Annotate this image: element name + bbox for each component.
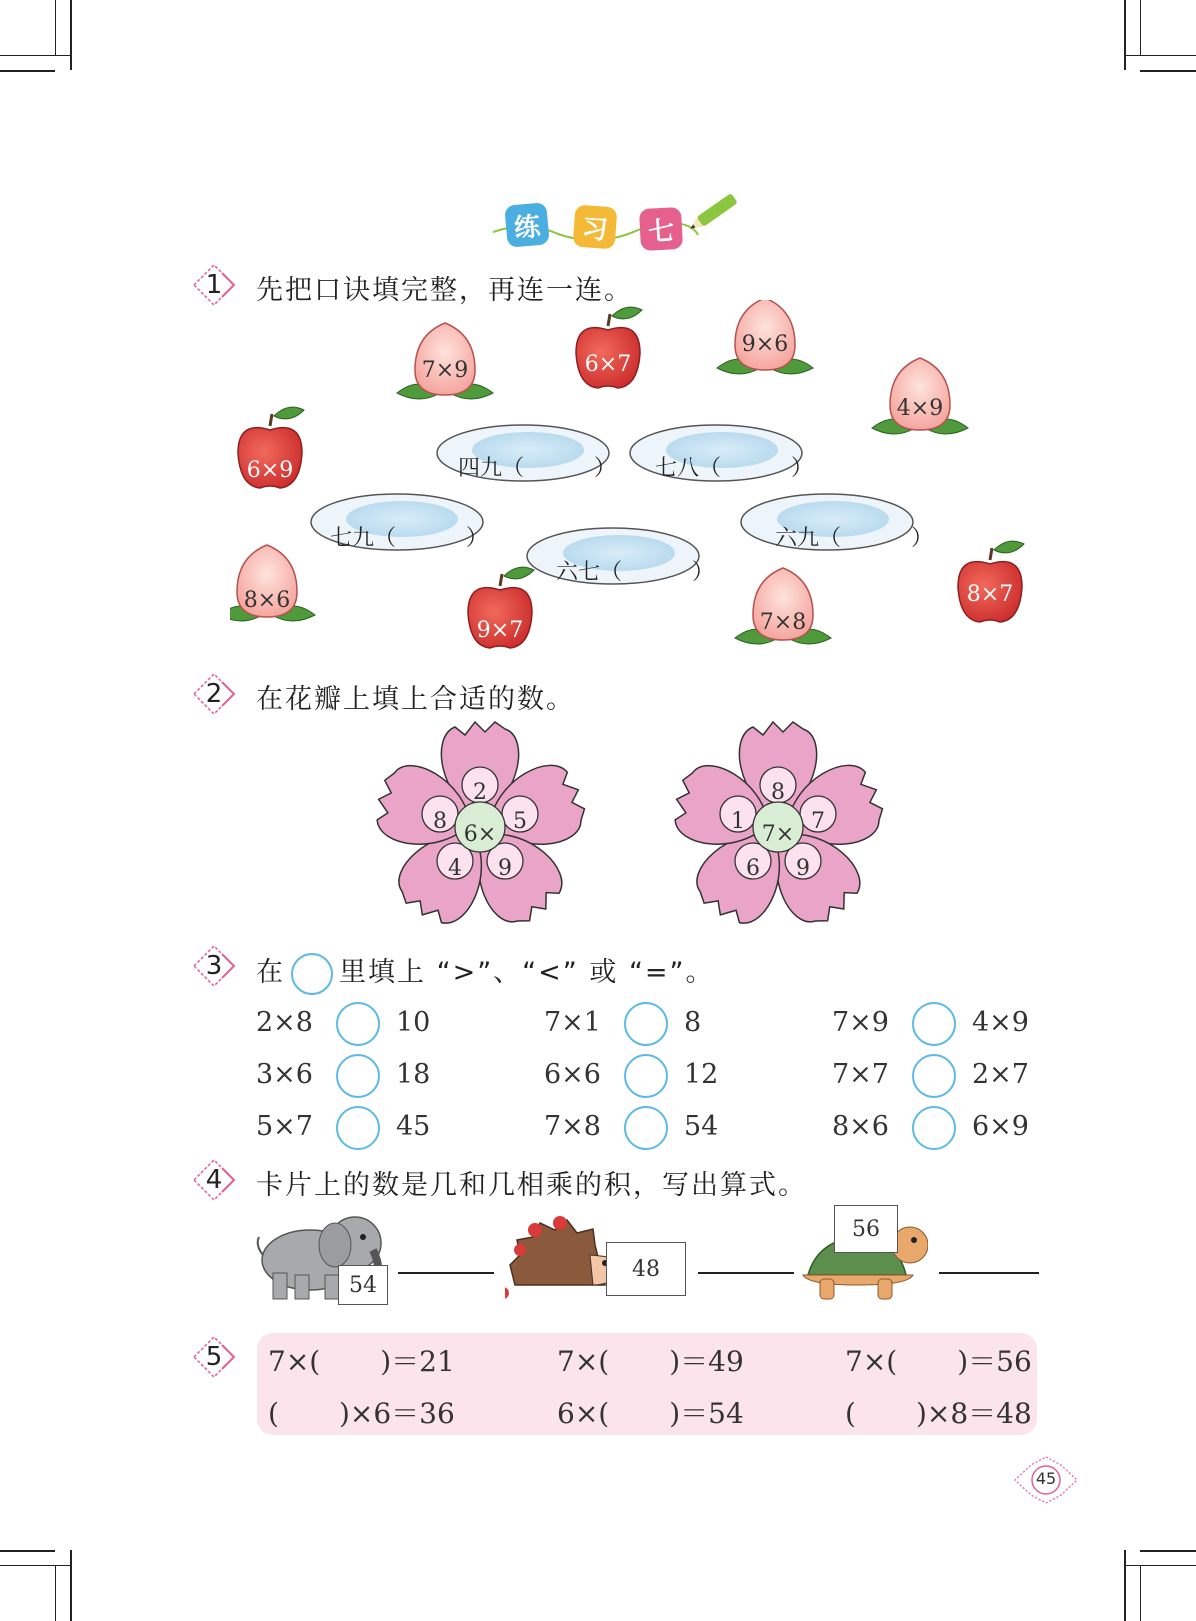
crop-mark-tl-v2 <box>55 0 56 55</box>
q2-instruction: 在花瓣上填上合适的数。 <box>256 684 575 715</box>
question-number-2: 2 <box>192 672 236 716</box>
answer-line[interactable] <box>398 1272 494 1274</box>
crop-mark-tr-h <box>1140 70 1196 72</box>
compare-left: 6×6 <box>544 1059 601 1090</box>
fruit-label: 7×8 <box>759 610 807 635</box>
compare-right: 54 <box>684 1111 719 1142</box>
exercise-title <box>488 190 748 260</box>
compare-left: 7×9 <box>832 1007 889 1038</box>
fruit-label: 4×9 <box>896 396 944 421</box>
page-number: 45 <box>1035 1469 1057 1488</box>
answer-line[interactable] <box>698 1272 794 1274</box>
crop-mark-br-v <box>1124 1550 1126 1621</box>
crop-mark-bl-h <box>0 1550 55 1552</box>
title-char-1: 练 <box>504 202 550 248</box>
crop-mark-tl-h2 <box>0 55 70 56</box>
crop-mark-bl-v2 <box>55 1565 56 1621</box>
fill-equation: 7×( )＝49 <box>557 1345 744 1378</box>
crop-mark-br-h2 <box>1124 1565 1196 1566</box>
compare-answer-circle[interactable] <box>912 1054 956 1098</box>
crop-mark-bl-h2 <box>0 1565 70 1566</box>
compare-right: 6×9 <box>972 1111 1029 1142</box>
crop-mark-br-v2 <box>1140 1565 1141 1621</box>
compare-left: 5×7 <box>256 1111 313 1142</box>
fill-equation: ( )×6＝36 <box>268 1397 455 1430</box>
compare-right: 45 <box>396 1111 431 1142</box>
compare-left: 3×6 <box>256 1059 313 1090</box>
compare-answer-circle[interactable] <box>912 1106 956 1150</box>
petal-number: 7 <box>811 809 825 834</box>
fill-equation: ( )×8＝48 <box>845 1397 1032 1430</box>
petal-number: 9 <box>498 856 512 881</box>
crop-mark-tr-h2 <box>1124 55 1196 56</box>
compare-left: 7×8 <box>544 1111 601 1142</box>
petal-number: 1 <box>731 809 745 834</box>
compare-right: 12 <box>684 1059 719 1090</box>
petal-number: 2 <box>473 780 487 805</box>
petal-number: 4 <box>448 856 462 881</box>
compare-right: 18 <box>396 1059 431 1090</box>
crop-mark-bl-v <box>70 1550 72 1621</box>
flower-center-label: 6× <box>463 822 497 847</box>
q4-instruction: 卡片上的数是几和几相乘的积，写出算式。 <box>256 1170 807 1201</box>
plate-label: 七九（ ） <box>330 526 489 551</box>
crop-mark-tr-v <box>1124 0 1126 70</box>
compare-right: 10 <box>396 1007 431 1038</box>
title-char-3: 七 <box>639 207 683 251</box>
compare-answer-circle[interactable] <box>912 1002 956 1046</box>
compare-left: 2×8 <box>256 1007 313 1038</box>
circle-example-icon <box>291 953 333 995</box>
compare-right: 8 <box>684 1007 702 1038</box>
fruit-label: 6×9 <box>246 458 294 483</box>
question-number-5: 5 <box>192 1335 236 1379</box>
question-number-3: 3 <box>192 944 236 988</box>
compare-right: 2×7 <box>972 1059 1029 1090</box>
compare-right: 4×9 <box>972 1007 1029 1038</box>
petal-number: 6 <box>746 856 760 881</box>
product-card: 54 <box>338 1265 388 1305</box>
product-card: 56 <box>834 1205 898 1253</box>
q1-instruction: 先把口诀填完整，再连一连。 <box>256 275 633 306</box>
petal-number: 5 <box>513 809 527 834</box>
fruit-label: 8×7 <box>966 582 1014 607</box>
fill-equation: 7×( )＝56 <box>845 1345 1032 1378</box>
crop-mark-br-h <box>1140 1550 1196 1552</box>
question-number-1: 1 <box>192 263 236 307</box>
compare-answer-circle[interactable] <box>336 1106 380 1150</box>
fruit-label: 9×7 <box>476 618 524 643</box>
fruit-label: 6×7 <box>584 352 632 377</box>
compare-answer-circle[interactable] <box>624 1106 668 1150</box>
plate-label: 四九（ ） <box>458 456 617 481</box>
compare-answer-circle[interactable] <box>624 1002 668 1046</box>
plate-label: 七八（ ） <box>655 456 814 481</box>
plate-label: 六七（ ） <box>556 560 715 585</box>
q3-instruction: 在 里填上 “>”、“<” 或 “=”。 <box>256 950 715 995</box>
crop-mark-tl-h <box>0 70 55 72</box>
petal-number: 9 <box>796 856 810 881</box>
title-char-2: 习 <box>573 205 618 250</box>
flower-center-label: 7× <box>761 822 795 847</box>
fruit-label: 7×9 <box>421 358 469 383</box>
crop-mark-tr-v2 <box>1140 0 1141 55</box>
compare-answer-circle[interactable] <box>336 1002 380 1046</box>
plate-label: 六九（ ） <box>775 526 934 551</box>
fill-equation: 6×( )＝54 <box>557 1397 744 1430</box>
petal-number: 8 <box>433 809 447 834</box>
fill-equation: 7×( )＝21 <box>268 1345 455 1378</box>
compare-answer-circle[interactable] <box>336 1054 380 1098</box>
compare-left: 8×6 <box>832 1111 889 1142</box>
fruit-label: 9×6 <box>741 332 789 357</box>
product-card: 48 <box>606 1242 686 1296</box>
answer-line[interactable] <box>939 1272 1039 1274</box>
compare-answer-circle[interactable] <box>624 1054 668 1098</box>
crop-mark-tl-v <box>70 0 72 70</box>
petal-number: 8 <box>771 780 785 805</box>
compare-left: 7×7 <box>832 1059 889 1090</box>
compare-left: 7×1 <box>544 1007 601 1038</box>
fruit-label: 8×6 <box>243 588 291 613</box>
question-number-4: 4 <box>192 1158 236 1202</box>
